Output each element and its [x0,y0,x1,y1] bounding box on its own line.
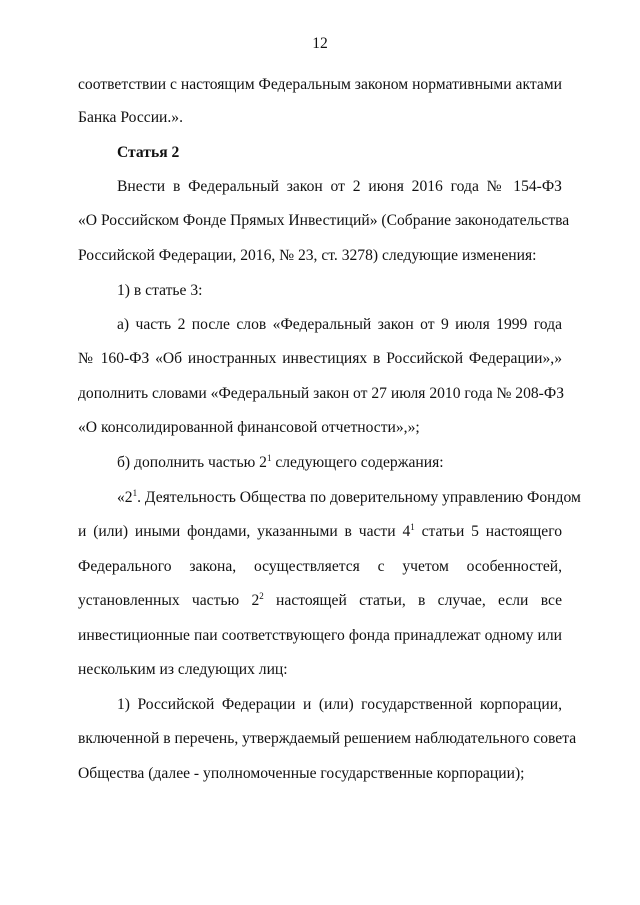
text-fragment: статьи 5 настоящего [414,523,562,540]
text-line: нескольким из следующих лиц: [78,661,288,678]
text-line: «О Российском Фонде Прямых Инвестиций» (Собрание законодательства [78,212,570,229]
superscript: 1 [410,522,415,532]
text-line: Общества (далее - уполномоченные государственные корпорации); [78,765,525,782]
text-line: Банка России.». [78,109,183,126]
text-fragment: б) дополнить частью 2 [117,454,267,471]
text-fragment: . Деятельность Общества по доверительному управлению Фондом [137,489,581,506]
text-line: дополнить словами «Федеральный закон от 27 июля 2010 года № 208-ФЗ [78,385,565,402]
superscript: 1 [266,453,272,463]
text-fragment: настоящей статьи, в случае, если все [263,592,562,609]
text-line: Внести в Федеральный закон от 2 июня 2016 года № 154-ФЗ [117,178,562,195]
text-line: № 160-ФЗ «Об иностранных инвестициях в Российской Федерации»,» [78,350,562,367]
text-line: «О консолидированной финансовой отчетности»,»; [78,419,420,436]
article-heading: Статья 2 [117,144,180,161]
text-line: Российской Федерации, 2016, № 23, ст. 3278) следующие изменения: [78,247,537,264]
text-fragment: и (или) иными фондами, указанными в части 4 [78,523,411,540]
page-number: 12 [312,35,328,52]
list-item-label: 1) в статье 3: [117,282,203,299]
text-line: а) часть 2 после слов «Федеральный закон от 9 июля 1999 года [117,316,562,333]
text-fragment: следующего содержания: [271,454,444,471]
text-line [117,487,581,509]
text-line [78,590,562,612]
text-fragment: «2 [117,489,133,506]
text-line [78,521,562,543]
text-line: Федерального закона, осуществляется с учетом особенностей, [78,558,562,575]
superscript: 2 [259,591,264,601]
text-line: соответствии с настоящим Федеральным законом нормативными актами [78,76,562,93]
text-line [117,452,562,474]
text-line: инвестиционные паи соответствующего фонда принадлежат одному или [78,627,562,644]
superscript: 1 [132,488,138,498]
text-fragment: установленных частью 2 [78,592,260,609]
text-line: включенной в перечень, утверждаемый решением наблюдательного совета [78,730,577,747]
text-line: 1) Российской Федерации и (или) государственной корпорации, [117,696,562,713]
